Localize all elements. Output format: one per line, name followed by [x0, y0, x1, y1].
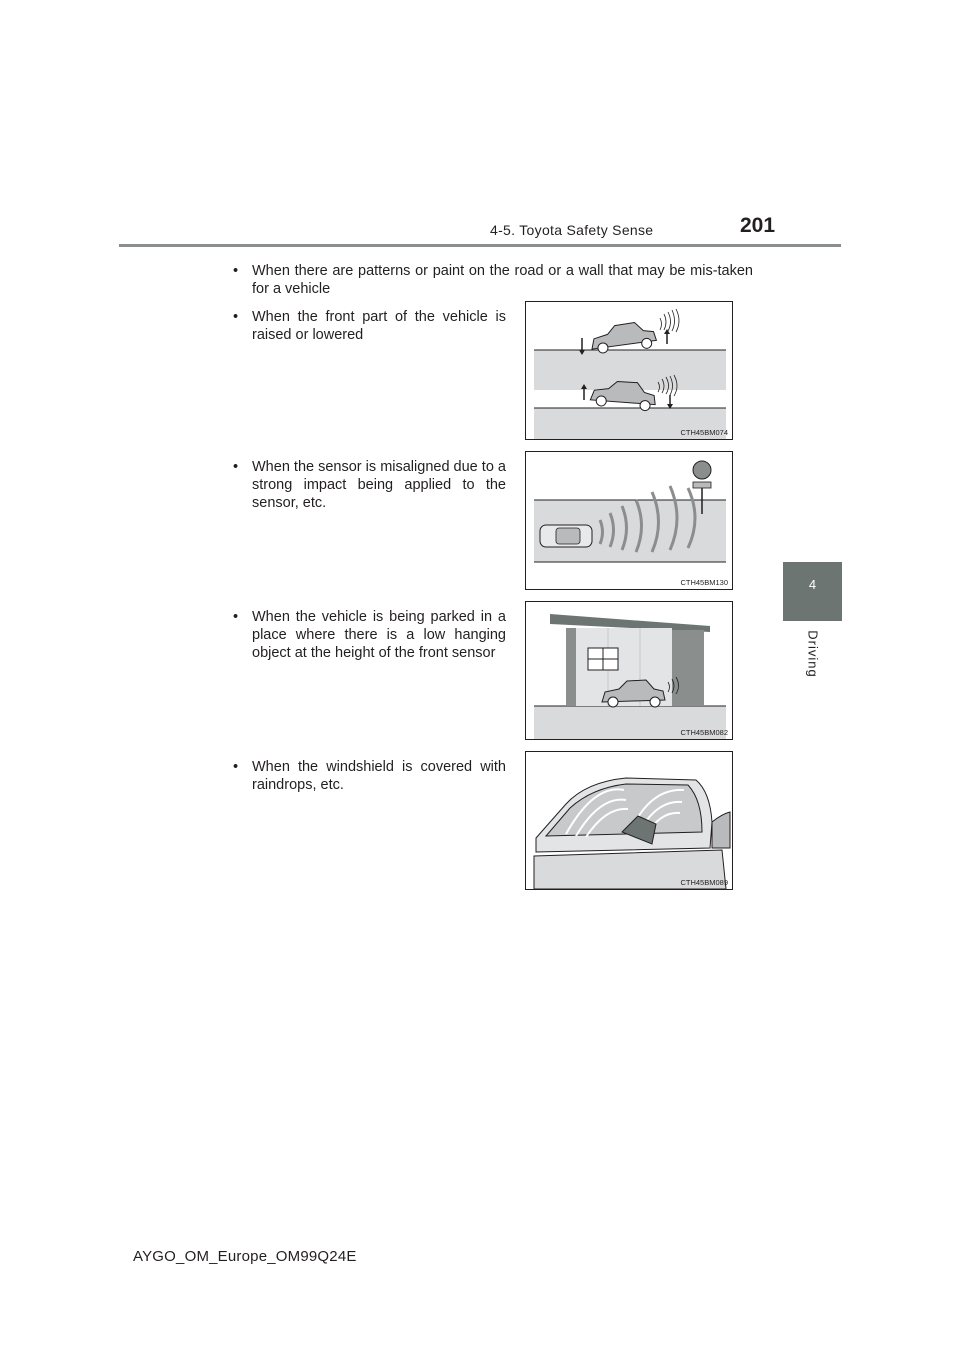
figure-low-hanging-object	[525, 601, 733, 740]
figure-sensor-misaligned	[525, 451, 733, 590]
chapter-label-text: Driving	[805, 630, 820, 678]
figure-code: CTH45BM089	[680, 878, 728, 887]
figure-windshield-raindrops	[525, 751, 733, 890]
windshield-raindrops-illustration	[526, 752, 732, 889]
page-number: 201	[740, 214, 776, 237]
bullet-text: When the sensor is misaligned due to a strong impact being applied to the sensor, etc.	[252, 459, 506, 511]
bullet-text: When there are patterns or paint on the road or a wall that may be mis-taken for a vehicle	[252, 263, 753, 297]
figure-vehicle-raised-lowered	[525, 301, 733, 440]
section-title: 4-5. Toyota Safety Sense	[490, 222, 654, 238]
bullet-item	[233, 262, 753, 298]
bullet-mark: •	[233, 459, 239, 475]
bullet-item	[233, 458, 506, 512]
bullet-mark: •	[233, 263, 239, 279]
vehicle-pitch-illustration	[526, 302, 732, 439]
bullet-item	[233, 308, 506, 344]
bullet-mark: •	[233, 759, 239, 775]
chapter-number: 4	[808, 577, 817, 592]
parking-low-object-illustration	[526, 602, 732, 739]
figure-code: CTH45BM082	[680, 728, 728, 737]
figure-code: CTH45BM130	[680, 578, 728, 587]
chapter-label	[783, 632, 842, 692]
document-id: AYGO_OM_Europe_OM99Q24E	[133, 1248, 357, 1265]
bullet-text: When the vehicle is being parked in a place where there is a low hanging object at the height of the front sensor	[252, 609, 506, 661]
bullet-text: When the front part of the vehicle is raised or lowered	[252, 309, 506, 343]
bullet-item	[233, 608, 506, 662]
bullet-mark: •	[233, 609, 239, 625]
bullet-mark: •	[233, 309, 239, 325]
sensor-misaligned-illustration	[526, 452, 732, 589]
bullet-item	[233, 758, 506, 794]
bullet-text: When the windshield is covered with raindrops, etc.	[252, 759, 506, 793]
figure-code: CTH45BM074	[680, 428, 728, 437]
header-divider	[119, 244, 841, 247]
